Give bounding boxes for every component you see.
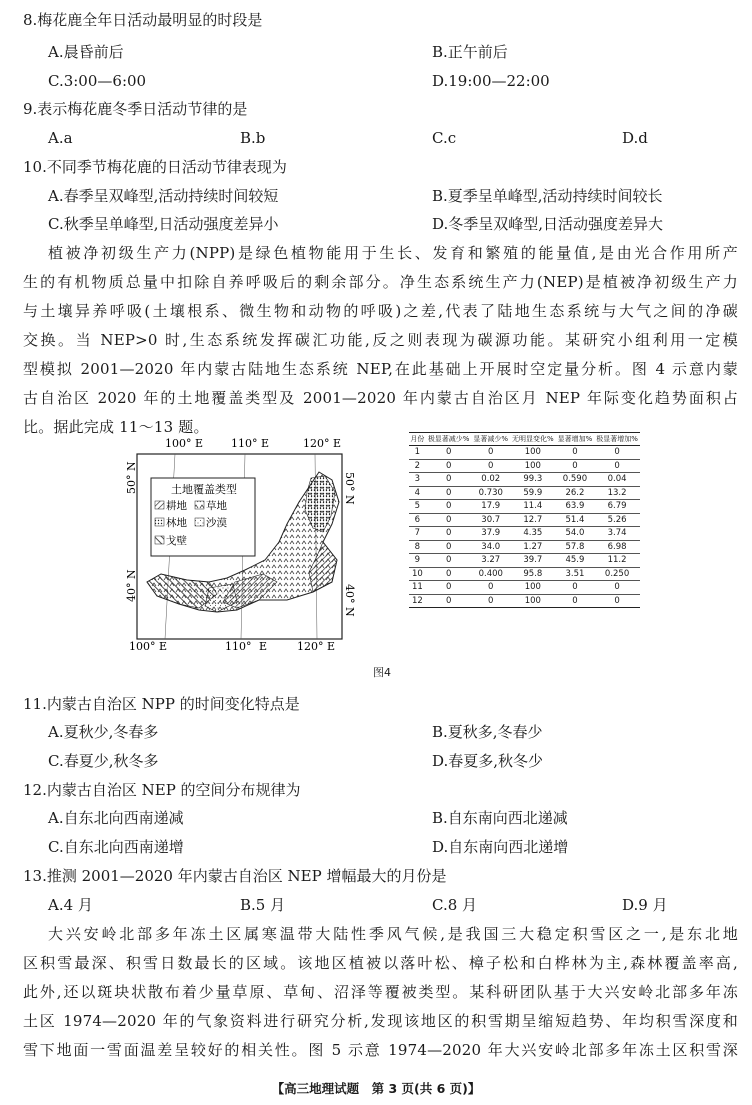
table-header: 极显著增加% — [594, 433, 640, 446]
para2-line: 大兴安岭北部多年冻土区属寒温带大陆性季风气候,是我国三大稳定积雪区之一,是东北地 — [48, 925, 738, 943]
table-cell: 0.250 — [594, 567, 640, 581]
table-header: 显著增加% — [556, 433, 594, 446]
table-cell: 4 — [409, 486, 426, 500]
table-cell: 1 — [409, 446, 426, 460]
table-cell: 11 — [409, 581, 426, 595]
table-row — [409, 486, 640, 500]
q12-stem: 12.内蒙古自治区 NEP 的空间分布规律为 — [23, 781, 301, 799]
table-cell: 0 — [472, 594, 510, 608]
q10-option-b: B.夏季呈单峰型,活动持续时间较长 — [432, 187, 663, 205]
q9-option-a: A.a — [48, 129, 73, 147]
table-cell: 0 — [594, 459, 640, 473]
lon-bottom-120: 120° E — [297, 640, 336, 653]
legend-item-grass: 草地 — [206, 500, 227, 512]
legend-title: 土地覆盖类型 — [171, 483, 237, 496]
figure-caption: 图4 — [373, 666, 391, 679]
table-cell: 57.8 — [556, 540, 594, 554]
q9-option-b: B.b — [240, 129, 266, 147]
table-cell: 3 — [409, 473, 426, 487]
table-cell: 9 — [409, 554, 426, 568]
table-header: 无明显变化% — [510, 433, 556, 446]
lat-right-40: 40° N — [343, 584, 356, 617]
table-cell: 6.79 — [594, 500, 640, 514]
nep-trend-table — [409, 432, 639, 608]
q13-option-b: B.5 月 — [240, 896, 286, 914]
table-cell: 2 — [409, 459, 426, 473]
table-cell: 30.7 — [472, 513, 510, 527]
q8-option-b: B.正午前后 — [432, 43, 508, 61]
table-cell: 0 — [426, 513, 472, 527]
lat-left-50: 50° N — [125, 461, 138, 494]
table-cell: 11.2 — [594, 554, 640, 568]
table-row — [409, 594, 640, 608]
q10-option-a: A.春季呈双峰型,活动持续时间较短 — [48, 187, 279, 205]
q11-option-a: A.夏秋少,冬春多 — [48, 723, 159, 741]
table-cell: 0 — [426, 446, 472, 460]
para2-line: 雪下地面一雪面温差呈较好的相关性。图 5 示意 1974—2020 年大兴安岭北部多年冻土区积雪深 — [23, 1041, 738, 1059]
q12-option-c: C.自东北向西南递增 — [48, 838, 184, 856]
para1-line: 古自治区 2020 年的土地覆盖类型及 2001—2020 年内蒙古自治区月 NEP 年际变化趋势面积占 — [23, 389, 738, 407]
table-header: 显著减少% — [472, 433, 510, 446]
q11-option-d: D.春夏多,秋冬少 — [432, 752, 544, 770]
q11-stem: 11.内蒙古自治区 NPP 的时间变化特点是 — [23, 695, 300, 713]
table-cell: 0 — [594, 446, 640, 460]
table-header: 月份 — [409, 433, 426, 446]
q8-option-c: C.3:00—6:00 — [48, 72, 147, 90]
q13-option-d: D.9 月 — [622, 896, 668, 914]
table-cell: 0 — [426, 540, 472, 554]
para2-line: 此外,还以斑块状散布着少量草原、草甸、沼泽等覆被类型。某科研团队基于大兴安岭北部多年冻 — [23, 983, 738, 1001]
table-row — [409, 527, 640, 541]
table-cell: 7 — [409, 527, 426, 541]
q11-option-c: C.春夏少,秋冬多 — [48, 752, 159, 770]
table-cell: 17.9 — [472, 500, 510, 514]
q9-stem: 9.表示梅花鹿冬季日活动节律的是 — [23, 100, 248, 118]
table-cell: 0 — [472, 459, 510, 473]
table-cell: 0 — [426, 527, 472, 541]
table-cell: 3.51 — [556, 567, 594, 581]
lon-bottom-100: 100° E — [129, 640, 168, 653]
table-cell: 0 — [594, 581, 640, 595]
table-cell: 10 — [409, 567, 426, 581]
table-cell: 0 — [426, 459, 472, 473]
legend-swatch-forest — [155, 518, 164, 526]
table-row — [409, 500, 640, 514]
table-cell: 0.730 — [472, 486, 510, 500]
table-cell: 5.26 — [594, 513, 640, 527]
table-cell: 0 — [426, 594, 472, 608]
table-cell: 11.4 — [510, 500, 556, 514]
table-cell: 54.0 — [556, 527, 594, 541]
q8-option-d: D.19:00—22:00 — [432, 72, 550, 90]
legend-item-gobi: 戈壁 — [166, 535, 187, 547]
land-cover-map — [127, 432, 357, 652]
table-row — [409, 459, 640, 473]
para2-line: 区积雪最深、积雪日数最长的区域。该地区植被以落叶松、樟子松和白桦林为主,森林覆盖率高, — [23, 954, 738, 972]
table-cell: 100 — [510, 594, 556, 608]
para1-line: 比。据此完成 11～13 题。 — [23, 418, 209, 436]
table-cell: 6 — [409, 513, 426, 527]
table-cell: 1.27 — [510, 540, 556, 554]
legend-item-desert: 沙漠 — [206, 517, 227, 529]
lon-bottom-110-e: E — [259, 640, 268, 653]
legend-swatch-grass — [195, 501, 204, 509]
table-cell: 6.98 — [594, 540, 640, 554]
para1-line: 交换。当 NEP>0 时,生态系统发挥碳汇功能,反之则表现为碳源功能。某研究小组利用一定模 — [23, 331, 738, 349]
legend-item-crop: 耕地 — [166, 500, 187, 512]
table-cell: 0 — [426, 500, 472, 514]
table-cell: 0 — [556, 459, 594, 473]
para1-line: 与土壤异养呼吸(土壤根系、微生物和动物的呼吸)之差,代表了陆地生态系统与大气之间的净碳 — [23, 302, 738, 320]
lon-top-110: 110° E — [231, 437, 270, 450]
table-cell: 26.2 — [556, 486, 594, 500]
q9-option-d: D.d — [622, 129, 648, 147]
lat-right-50: 50° N — [343, 472, 356, 505]
table-cell: 100 — [510, 581, 556, 595]
table-cell: 0.590 — [556, 473, 594, 487]
q10-option-c: C.秋季呈单峰型,日活动强度差异小 — [48, 215, 279, 233]
q13-option-a: A.4 月 — [48, 896, 93, 914]
lon-bottom-110: 110° — [225, 640, 252, 653]
para1-line: 生的有机物质总量中扣除自养呼吸后的剩余部分。净生态系统生产力(NEP)是植被净初级生产力 — [23, 273, 738, 291]
q10-option-d: D.冬季呈双峰型,日活动强度差异大 — [432, 215, 664, 233]
lat-left-40: 40° N — [125, 569, 138, 602]
table-row — [409, 473, 640, 487]
table-cell: 51.4 — [556, 513, 594, 527]
table-row — [409, 446, 640, 460]
table-cell: 3.27 — [472, 554, 510, 568]
table-cell: 0 — [556, 446, 594, 460]
q8-stem: 8.梅花鹿全年日活动最明显的时段是 — [23, 11, 263, 29]
table-cell: 0 — [426, 567, 472, 581]
q13-stem: 13.推测 2001—2020 年内蒙古自治区 NEP 增幅最大的月份是 — [23, 867, 447, 885]
table-cell: 63.9 — [556, 500, 594, 514]
table-cell: 0 — [426, 473, 472, 487]
q12-option-a: A.自东北向西南递减 — [48, 809, 184, 827]
table-header: 极显著减少% — [426, 433, 472, 446]
table-cell: 0 — [426, 581, 472, 595]
table-cell: 12.7 — [510, 513, 556, 527]
table-cell: 4.35 — [510, 527, 556, 541]
legend-item-forest: 林地 — [166, 517, 187, 529]
page-footer: 【高三地理试题 第 3 页(共 6 页)】 — [271, 1081, 481, 1096]
table-cell: 0 — [472, 446, 510, 460]
table-cell: 13.2 — [594, 486, 640, 500]
table-cell: 0 — [556, 581, 594, 595]
legend-swatch-crop — [155, 501, 164, 509]
table-cell: 3.74 — [594, 527, 640, 541]
q10-stem: 10.不同季节梅花鹿的日活动节律表现为 — [23, 158, 287, 176]
para2-line: 土区 1974—2020 年的气象资料进行研究分析,发现该地区的积雪期呈缩短趋势、年均积雪深度和 — [23, 1012, 738, 1030]
table-cell: 12 — [409, 594, 426, 608]
table-cell: 0 — [426, 554, 472, 568]
table-row — [409, 581, 640, 595]
table-cell: 0 — [556, 594, 594, 608]
legend-swatch-gobi — [155, 536, 164, 544]
legend-swatch-desert — [195, 518, 204, 526]
table-cell: 95.8 — [510, 567, 556, 581]
table-cell: 8 — [409, 540, 426, 554]
table-cell: 5 — [409, 500, 426, 514]
lon-top-100: 100° E — [165, 437, 204, 450]
q12-option-d: D.自东南向西北递增 — [432, 838, 569, 856]
table-cell: 45.9 — [556, 554, 594, 568]
table-row — [409, 554, 640, 568]
q8-option-a: A.晨昏前后 — [48, 43, 124, 61]
table-cell: 0.400 — [472, 567, 510, 581]
table-cell: 0 — [472, 581, 510, 595]
table-cell: 0.02 — [472, 473, 510, 487]
q13-option-c: C.8 月 — [432, 896, 478, 914]
para1-line: 植被净初级生产力(NPP)是绿色植物能用于生长、发育和繁殖的能量值,是由光合作用所产 — [48, 244, 738, 262]
table-cell: 37.9 — [472, 527, 510, 541]
table-cell: 100 — [510, 446, 556, 460]
q9-option-c: C.c — [432, 129, 457, 147]
table-cell: 99.3 — [510, 473, 556, 487]
table-cell: 100 — [510, 459, 556, 473]
para1-line: 型模拟 2001—2020 年内蒙古陆地生态系统 NEP,在此基础上开展时空定量分析。图 4 示意内蒙 — [23, 360, 738, 378]
table-cell: 59.9 — [510, 486, 556, 500]
table-cell: 0.04 — [594, 473, 640, 487]
q11-option-b: B.夏秋多,冬春少 — [432, 723, 543, 741]
table-cell: 0 — [426, 486, 472, 500]
table-cell: 0 — [594, 594, 640, 608]
table-row — [409, 540, 640, 554]
table-row — [409, 567, 640, 581]
table-cell: 39.7 — [510, 554, 556, 568]
table-cell: 34.0 — [472, 540, 510, 554]
q12-option-b: B.自东南向西北递减 — [432, 809, 568, 827]
lon-top-120: 120° E — [303, 437, 342, 450]
table-row — [409, 513, 640, 527]
